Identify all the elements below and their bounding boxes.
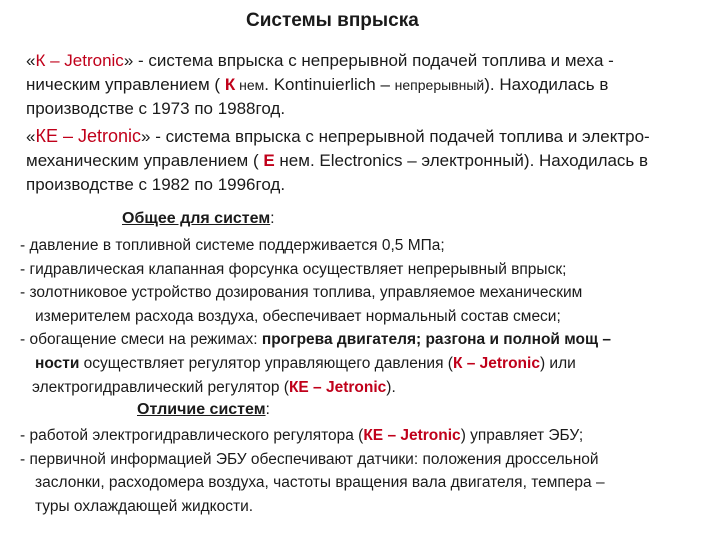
k-para-line-3: производстве с 1973 по 1988год.	[26, 99, 286, 118]
ke-para-line-2-a: механическим управлением (	[26, 151, 264, 170]
common-item-1: - давление в топливной системе поддерживается 0,5 МПа;	[20, 237, 445, 254]
diff-heading-text: Отличие систем	[137, 401, 266, 418]
common-item-4-c: ) или	[539, 354, 576, 372]
common-item-4-line-3	[20, 376, 714, 400]
ke-para-line-1	[26, 124, 650, 149]
k-letter: К	[224, 75, 236, 94]
k-para-line-2-c: ). Находилась в	[484, 75, 609, 94]
common-heading-colon: :	[270, 210, 275, 227]
common-item-4-d: электрогидравлический регулятор (	[32, 378, 289, 396]
diff-item-2-line-3: туры охлаждающей жидкости.	[35, 497, 254, 515]
k-para-line-1	[26, 49, 614, 73]
k-para-line-2-a: ническим управлением (	[26, 75, 225, 94]
e-letter: Е	[263, 151, 275, 170]
quote-open: «	[26, 51, 36, 70]
quote-open: «	[26, 127, 36, 146]
diff-heading-colon: :	[265, 401, 270, 418]
diff-item-1	[20, 424, 714, 448]
common-item-4-a: - обогащение смеси на режимах:	[20, 331, 262, 349]
diff-list	[20, 424, 714, 518]
ke-jetronic-paragraph	[26, 124, 650, 197]
ke-para-line-2	[26, 149, 650, 173]
quote-close: »	[123, 51, 134, 70]
slide-title: Системы впрыска	[246, 10, 419, 31]
k-jetronic-ref: К – Jetronic	[452, 354, 540, 372]
ke-para-line-3: производстве с 1982 по 1996год.	[26, 175, 286, 194]
common-item-4-line-1	[20, 328, 714, 352]
ke-jetronic-ref-2: КЕ – Jetronic	[363, 427, 461, 444]
common-heading-text: Общее для систем	[122, 210, 271, 227]
diff-item-1-b: ) управляет ЭБУ;	[460, 427, 584, 444]
k-para-line-2	[26, 73, 614, 97]
common-heading	[122, 210, 275, 228]
ke-para-line-1-text: - система впрыска с непрерывной подачей топлива и электро-	[150, 127, 650, 146]
common-item-4-bold: прогрева двигателя; разгона и полной мощ –	[261, 331, 611, 349]
common-item-3-line-1: - золотниковое устройство дозирования топлива, управляемое механическим	[20, 284, 583, 302]
common-list	[20, 234, 714, 399]
common-item-4-b: осуществляет регулятор управляющего давления (	[79, 354, 453, 372]
k-jetronic-paragraph	[26, 49, 614, 121]
common-item-3-line-2: измерителем расхода воздуха, обеспечивает нормальный состав смеси;	[35, 307, 561, 325]
diff-item-2-line-1: - первичной информацией ЭБУ обеспечивают датчики: положения дроссельной	[20, 450, 599, 468]
common-item-4-e: ).	[386, 378, 396, 396]
diff-heading	[137, 401, 270, 419]
quote-close: »	[141, 127, 151, 146]
ke-para-line-2-b: нем. Electronics – электронный). Находилась в	[274, 151, 649, 170]
diff-item-1-a: - работой электрогидравлического регулятора (	[20, 427, 364, 444]
common-item-2: - гидравлическая клапанная форсунка осуществляет непрерывный впрыск;	[20, 260, 567, 278]
common-item-4-line-2	[20, 352, 714, 376]
k-para-line-2-b: . Kontinuierlich –	[264, 75, 395, 94]
nem-abbrev: нем	[235, 77, 265, 93]
word-nepreryvny: непрерывный	[394, 77, 485, 93]
ke-jetronic-name: КЕ – Jetronic	[35, 126, 141, 146]
common-item-4-bold-cont: ности	[35, 354, 80, 372]
k-jetronic-name: К – Jetronic	[35, 51, 124, 70]
k-para-line-1-text: - система впрыска с непрерывной подачей топлива и меха -	[133, 51, 614, 70]
ke-jetronic-ref: КЕ – Jetronic	[288, 378, 387, 396]
diff-item-2-line-2: заслонки, расходомера воздуха, частоты вращения вала двигателя, темпера –	[35, 474, 605, 492]
